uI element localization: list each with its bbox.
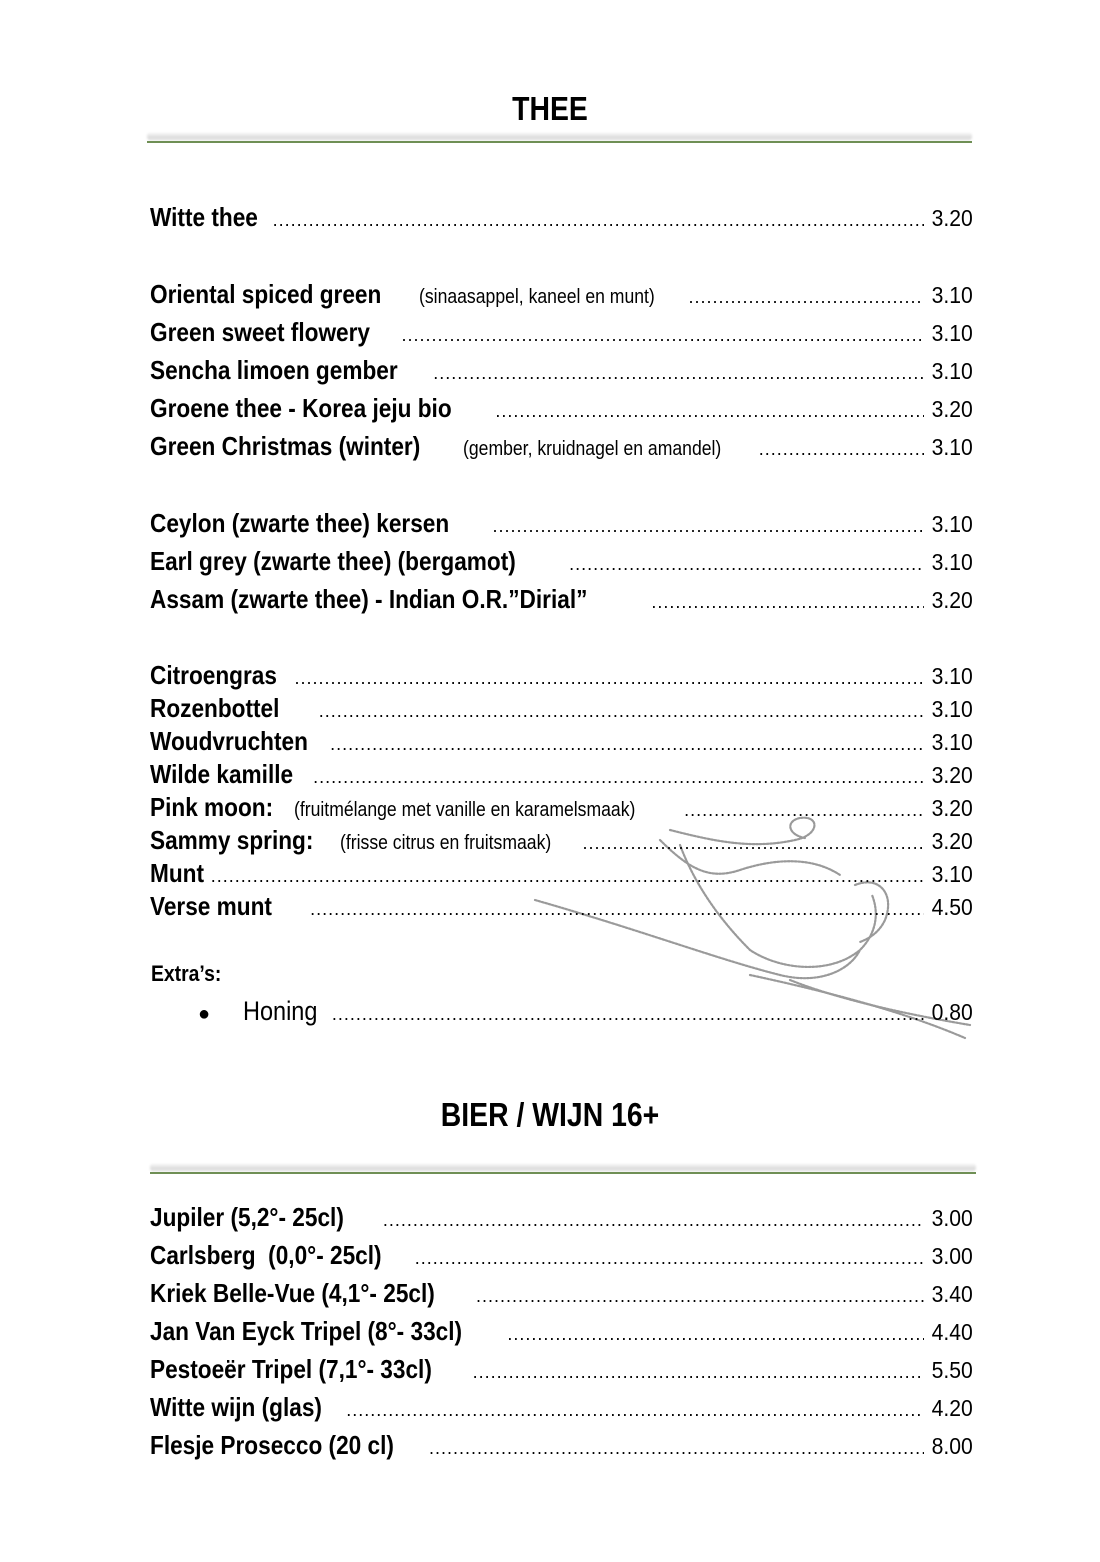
item-name: Citroengras <box>150 660 277 690</box>
item-price: 3.20 <box>931 762 973 788</box>
item-price: 3.20 <box>931 795 973 821</box>
menu-item-pestoeer-tripel <box>150 1354 973 1385</box>
item-price: 8.00 <box>931 1433 973 1459</box>
item-price: 3.20 <box>931 205 973 231</box>
leader-dots <box>415 1248 924 1269</box>
item-name: Honing <box>243 996 318 1026</box>
item-description: (frisse citrus en fruitsmaak) <box>340 832 552 854</box>
item-name: Carlsberg (0,0°- 25cl) <box>150 1240 382 1270</box>
leader-dots <box>332 1004 924 1025</box>
leader-dots <box>273 210 925 231</box>
item-price: 3.20 <box>931 396 973 422</box>
menu-item-citroengras <box>150 660 973 691</box>
leader-dots <box>651 592 924 613</box>
leader-dots <box>688 287 924 308</box>
extras-label: Extra’s: <box>151 961 222 986</box>
item-price: 3.10 <box>931 358 973 384</box>
menu-item-sammy-spring <box>150 825 973 856</box>
leader-dots <box>310 899 924 920</box>
leader-dots <box>346 1400 924 1421</box>
item-price: 3.00 <box>931 1243 973 1269</box>
item-price: 3.00 <box>931 1205 973 1231</box>
thee-title-rule <box>147 132 972 144</box>
leader-dots <box>330 734 924 755</box>
item-name: Verse munt <box>150 891 272 921</box>
menu-item-woudvruchten <box>150 726 973 757</box>
item-description: (fruitmélange met vanille en karamelsmaak) <box>294 799 636 821</box>
menu-item-oriental-spiced-green <box>150 279 973 310</box>
item-price: 4.40 <box>931 1319 973 1345</box>
leader-dots <box>429 1438 924 1459</box>
item-name: Pestoeër Tripel (7,1°- 33cl) <box>150 1354 432 1384</box>
item-name: Green sweet flowery <box>150 317 371 347</box>
item-name: Sencha limoen gember <box>150 355 398 385</box>
item-name: Woudvruchten <box>150 726 308 756</box>
leader-dots <box>402 325 925 346</box>
leader-dots <box>495 401 924 422</box>
leader-dots <box>507 1324 924 1345</box>
extra-item-honing <box>198 996 973 1027</box>
item-price: 0.80 <box>931 999 973 1025</box>
menu-item-sencha-limoen-gember <box>150 355 973 386</box>
item-name: Green Christmas (winter) <box>150 431 421 461</box>
leader-dots <box>684 800 924 821</box>
leader-dots <box>583 833 925 854</box>
menu-item-groene-thee-korea <box>150 393 973 424</box>
item-price: 5.50 <box>931 1357 973 1383</box>
menu-item-green-christmas <box>150 431 973 462</box>
menu-item-witte-thee <box>150 202 973 233</box>
item-price: 3.20 <box>931 828 973 854</box>
item-name: Pink moon: <box>150 792 274 822</box>
item-price: 3.10 <box>931 511 973 537</box>
item-price: 3.40 <box>931 1281 973 1307</box>
menu-item-flesje-prosecco <box>150 1430 973 1461</box>
item-name: Oriental spiced green <box>150 279 382 309</box>
menu-item-munt <box>150 858 973 889</box>
menu-item-green-sweet-flowery <box>150 317 973 348</box>
item-name: Rozenbottel <box>150 693 280 723</box>
item-name: Jan Van Eyck Tripel (8°- 33cl) <box>150 1316 463 1346</box>
leader-dots <box>313 767 924 788</box>
menu-item-assam <box>150 584 973 615</box>
bier-wijn-title-rule <box>150 1163 976 1175</box>
item-price: 3.10 <box>931 549 973 575</box>
item-name: Kriek Belle-Vue (4,1°- 25cl) <box>150 1278 435 1308</box>
thee-title: THEE <box>512 90 588 127</box>
leader-dots <box>295 668 925 689</box>
item-price: 3.10 <box>931 696 973 722</box>
item-name: Earl grey (zwarte thee) (bergamot) <box>150 546 516 576</box>
item-price: 3.10 <box>931 729 973 755</box>
bullet-icon: ● <box>198 1003 211 1025</box>
item-price: 3.10 <box>931 282 973 308</box>
item-description: (sinaasappel, kaneel en munt) <box>418 286 655 308</box>
leader-dots <box>759 439 924 460</box>
menu-item-jan-van-eyck-tripel <box>150 1316 973 1347</box>
item-name: Munt <box>150 858 205 888</box>
item-price: 3.10 <box>931 320 973 346</box>
menu-item-earl-grey <box>150 546 973 577</box>
item-price: 3.10 <box>931 434 973 460</box>
leader-dots <box>433 363 924 384</box>
bier-wijn-title: BIER / WIJN 16+ <box>440 1096 660 1133</box>
item-name: Witte wijn (glas) <box>150 1392 322 1422</box>
item-description: (gember, kruidnagel en amandel) <box>463 438 722 460</box>
item-name: Groene thee - Korea jeju bio <box>150 393 452 423</box>
item-name: Witte thee <box>150 202 258 232</box>
menu-item-wilde-kamille <box>150 759 973 790</box>
menu-item-rozenbottel <box>150 693 973 724</box>
leader-dots <box>473 1362 925 1383</box>
leader-dots <box>476 1286 924 1307</box>
item-price: 3.20 <box>931 587 973 613</box>
item-name: Jupiler (5,2°- 25cl) <box>150 1202 344 1232</box>
leader-dots <box>211 866 925 887</box>
menu-item-kriek-belle-vue <box>150 1278 973 1309</box>
item-name: Sammy spring: <box>150 825 314 855</box>
item-name: Ceylon (zwarte thee) kersen <box>150 508 450 538</box>
leader-dots <box>319 701 924 722</box>
leader-dots <box>383 1210 924 1231</box>
menu-item-verse-munt <box>150 891 973 922</box>
item-price: 4.20 <box>931 1395 973 1421</box>
item-name: Assam (zwarte thee) - Indian O.R.”Dirial” <box>150 584 588 614</box>
item-price: 4.50 <box>931 894 973 920</box>
menu-item-pink-moon <box>150 792 973 823</box>
menu-item-ceylon-kersen <box>150 508 973 539</box>
item-name: Wilde kamille <box>150 759 294 789</box>
item-price: 3.10 <box>931 861 973 887</box>
menu-item-carlsberg <box>150 1240 973 1271</box>
menu-item-witte-wijn <box>150 1392 973 1423</box>
leader-dots <box>493 516 925 537</box>
leader-dots <box>569 554 924 575</box>
item-name: Flesje Prosecco (20 cl) <box>150 1430 394 1460</box>
item-price: 3.10 <box>931 663 973 689</box>
menu-item-jupiler <box>150 1202 973 1233</box>
